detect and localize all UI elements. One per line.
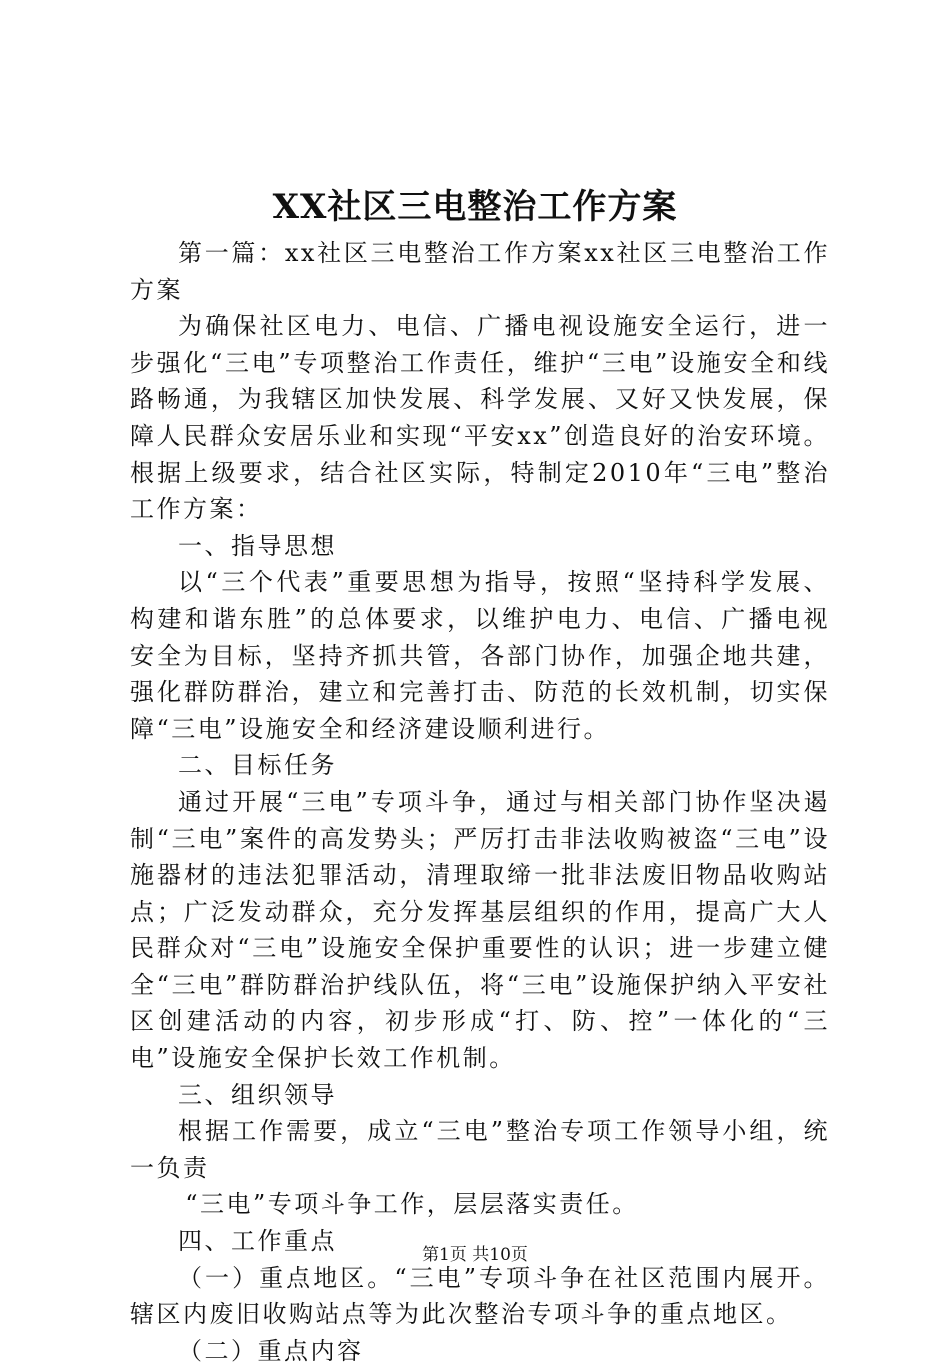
paragraph-organization: 根据工作需要，成立“三电”整治专项工作领导小组，统一负责: [130, 1117, 830, 1182]
subheading-key-content: （二）重点内容: [178, 1336, 364, 1365]
paragraph-key-areas: （一）重点地区。“三电”专项斗争在社区范围内展开。辖区内废旧收购站点等为此次整治专项斗争的重点地区。: [130, 1263, 830, 1329]
section-heading-organization: 三、组织领导: [178, 1080, 337, 1109]
section-heading-work-focus: 四、工作重点: [178, 1227, 337, 1256]
paragraph-goals: 通过开展“三电”专项斗争，通过与相关部门协作坚决遏制“三电”案件的高发势头；严厉打击非法收购被盗“三电”设施器材的违法犯罪活动，清理取缔一批非法废旧物品收购站点；广泛发动群众，充分发挥基层组织的作用，提高广大人民群众对“三电”设施安全保护重要性的认识；进一步建立健全“三电”群防群治护线队伍，将“三电”设施保护纳入平安社区创建活动的内容，初步形成“打、防、控”一体化的“三电”设施安全保护长效工作机制。: [130, 787, 830, 1073]
document-title: XX社区三电整治工作方案: [272, 187, 678, 227]
page-number: 第1页 共10页: [422, 1245, 528, 1265]
section-heading-goals: 二、目标任务: [178, 751, 337, 780]
document-body: [130, 235, 830, 1369]
paragraph-intro: 第一篇：xx社区三电整治工作方案xx社区三电整治工作方案: [130, 239, 830, 304]
section-heading-guiding-thought: 一、指导思想: [178, 531, 337, 560]
paragraph-organization-cont: “三电”专项斗争工作，层层落实责任。: [185, 1190, 639, 1219]
paragraph-guiding-thought: 以“三个代表”重要思想为指导，按照“坚持科学发展、构建和谐东胜”的总体要求，以维护电力、电信、广播电视安全为目标，坚持齐抓共管，各部门协作，加强企地共建，强化群防群治，建立和完善打击、防范的长效机制，切实保障“三电”设施安全和经济建设顺利进行。: [130, 568, 830, 743]
paragraph-purpose: 为确保社区电力、电信、广播电视设施安全运行，进一步强化“三电”专项整治工作责任，维护“三电”设施安全和线路畅通，为我辖区加快发展、科学发展、又好又快发展，保障人民群众安居乐业和实现“平安xx”创造良好的治安环境。根据上级要求，结合社区实际，特制定2010年“三电”整治工作方案：: [130, 312, 830, 524]
